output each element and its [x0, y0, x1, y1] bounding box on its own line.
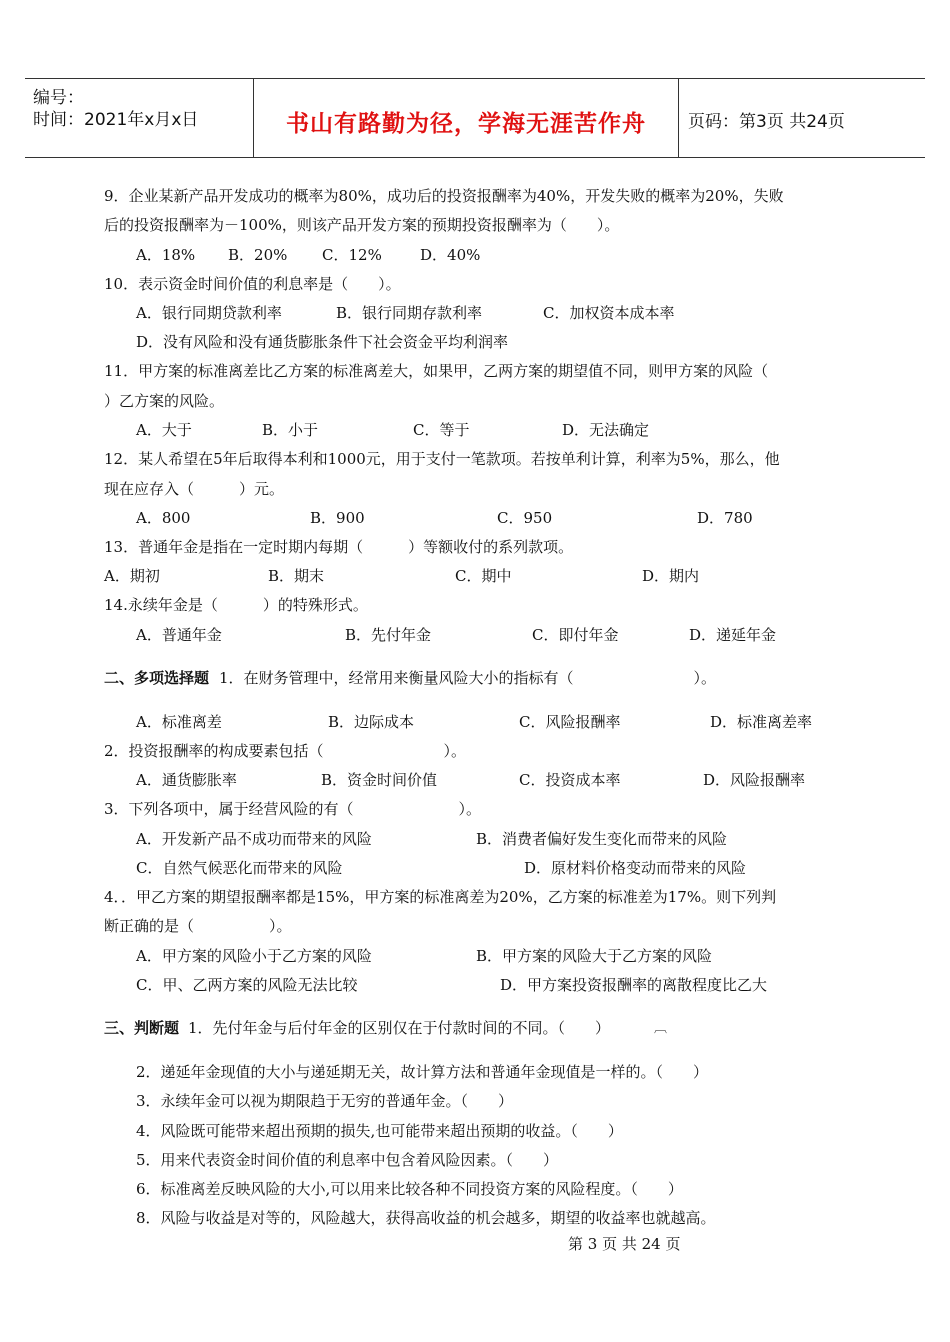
mq3-option-c: C．自然气候恶化而带来的风险 [136, 859, 343, 877]
jq4: 4．风险既可能带来超出预期的损失,也可能带来超出预期的收益。（ ） [136, 1122, 623, 1140]
q14-option-a: A．普通年金 [136, 626, 222, 644]
q14-stem: 14.永续年金是（ ）的特殊形式。 [104, 596, 368, 614]
q10-option-c: C．加权资本成本率 [543, 304, 675, 322]
jq5: 5．用来代表资金时间价值的利息率中包含着风险因素。（ ） [136, 1151, 559, 1169]
q13-option-d: D．期内 [642, 567, 700, 585]
q12-option-b: B．900 [310, 509, 365, 527]
header-motto-cell [253, 79, 679, 157]
bracket-mark: ︹ [654, 1021, 668, 1036]
header-left-cell [25, 79, 253, 157]
q12-option-a: A．800 [136, 509, 191, 527]
q11-line1: 11．甲方案的标准离差比乙方案的标准离差大，如果甲，乙两方案的期望值不同，则甲方案的风险（ [104, 362, 769, 380]
q10-option-b: B．银行同期存款利率 [336, 304, 483, 322]
q13-option-c: C．期中 [455, 567, 512, 585]
jq3: 3．永续年金可以视为期限趋于无穷的普通年金。（ ） [136, 1092, 514, 1110]
page-footer: 第 3 页 共 24 页 [568, 1235, 681, 1253]
q12-option-d: D．780 [697, 509, 753, 527]
header-page-cell [678, 79, 925, 157]
q14-option-b: B．先付年金 [345, 626, 432, 644]
mq2-option-c: C．投资成本率 [519, 771, 621, 789]
q9-option-a: A．18% [136, 246, 196, 264]
jq8: 8．风险与收益是对等的，风险越大，获得高收益的机会越多，期望的收益率也就越高。 [136, 1209, 716, 1227]
mq4-option-b: B．甲方案的风险大于乙方案的风险 [476, 947, 713, 965]
mq2-option-d: D．风险报酬率 [703, 771, 806, 789]
code-label: 编号： [33, 88, 84, 108]
mq1-option-d: D．标准离差率 [710, 713, 813, 731]
q9-option-c: C．12% [322, 246, 382, 264]
q10-option-a: A．银行同期贷款利率 [136, 304, 282, 322]
mq1-option-b: B．边际成本 [328, 713, 415, 731]
q10-stem: 10．表示资金时间价值的利息率是（ ）。 [104, 275, 401, 293]
q11-option-d: D．无法确定 [562, 421, 650, 439]
q11-option-c: C．等于 [413, 421, 470, 439]
q9-option-b: B．20% [228, 246, 288, 264]
mq2-option-a: A．通货膨胀率 [136, 771, 237, 789]
q13-stem: 13．普通年金是指在一定时期内每期（ ）等额收付的系列款项。 [104, 538, 574, 556]
q9-line1: 9．企业某新产品开发成功的概率为80%，成功后的投资报酬率为40%，开发失败的概率为20%，失败 [104, 187, 784, 205]
mq1-stem: 1．在财务管理中，经常用来衡量风险大小的指标有（ ）。 [219, 669, 717, 687]
q12-option-c: C．950 [497, 509, 553, 527]
mq2-stem: 2．投资报酬率的构成要素包括（ ）。 [104, 742, 467, 760]
mq4-line2: 断正确的是（ ）。 [104, 917, 292, 935]
mq4-option-c: C．甲、乙两方案的风险无法比较 [136, 976, 358, 994]
jq6: 6．标准离差反映风险的大小,可以用来比较各种不同投资方案的风险程度。（ ） [136, 1180, 683, 1198]
mq3-option-b: B．消费者偏好发生变化而带来的风险 [476, 830, 728, 848]
mq3-stem: 3．下列各项中，属于经营风险的有（ ）。 [104, 800, 482, 818]
q11-line2: ）乙方案的风险。 [104, 392, 225, 410]
header-table [25, 78, 925, 158]
mq4-line1: 4．．甲乙方案的期望报酬率都是15%，甲方案的标准离差为20%，乙方案的标准差为17%。则下列判 [104, 888, 777, 906]
q13-option-b: B．期末 [268, 567, 325, 585]
section-judgement-heading: 三、判断题 [104, 1019, 180, 1037]
q9-option-d: D．40% [420, 246, 481, 264]
jq2: 2．递延年金现值的大小与递延期无关，故计算方法和普通年金现值是一样的。（ ） [136, 1063, 709, 1081]
mq1-option-a: A．标准离差 [136, 713, 222, 731]
q12-line1: 12．某人希望在5年后取得本利和1000元，用于支付一笔款项。若按单利计算，利率为5%，那么，他 [104, 450, 780, 468]
q14-option-d: D．递延年金 [689, 626, 777, 644]
mq3-option-d: D．原材料价格变动而带来的风险 [524, 859, 747, 877]
section-multiple-choice-heading: 二、多项选择题 [104, 669, 210, 687]
q12-line2: 现在应存入（ ）元。 [104, 480, 285, 498]
q10-option-d: D．没有风险和没有通货膨胀条件下社会资金平均利润率 [136, 333, 509, 351]
q14-option-c: C．即付年金 [532, 626, 619, 644]
mq1-option-c: C．风险报酬率 [519, 713, 621, 731]
mq2-option-b: B．资金时间价值 [321, 771, 438, 789]
mq3-option-a: A．开发新产品不成功而带来的风险 [136, 830, 372, 848]
mq4-option-a: A．甲方案的风险小于乙方案的风险 [136, 947, 372, 965]
motto: 书山有路勤为径，学海无涯苦作舟 [286, 111, 646, 137]
q13-option-a: A．期初 [104, 567, 160, 585]
q11-option-a: A．大于 [136, 421, 192, 439]
q9-line2: 后的投资报酬率为－100%，则该产品开发方案的预期投资报酬率为（ ）。 [104, 216, 620, 234]
jq1: 1．先付年金与后付年金的区别仅在于付款时间的不同。（ ） [188, 1019, 611, 1037]
mq4-option-d: D．甲方案投资报酬率的离散程度比乙大 [500, 976, 768, 994]
time-label: 时间：2021年x月x日 [33, 110, 199, 130]
q11-option-b: B．小于 [262, 421, 319, 439]
page-number-label: 页码：第3页 共24页 [688, 112, 845, 132]
